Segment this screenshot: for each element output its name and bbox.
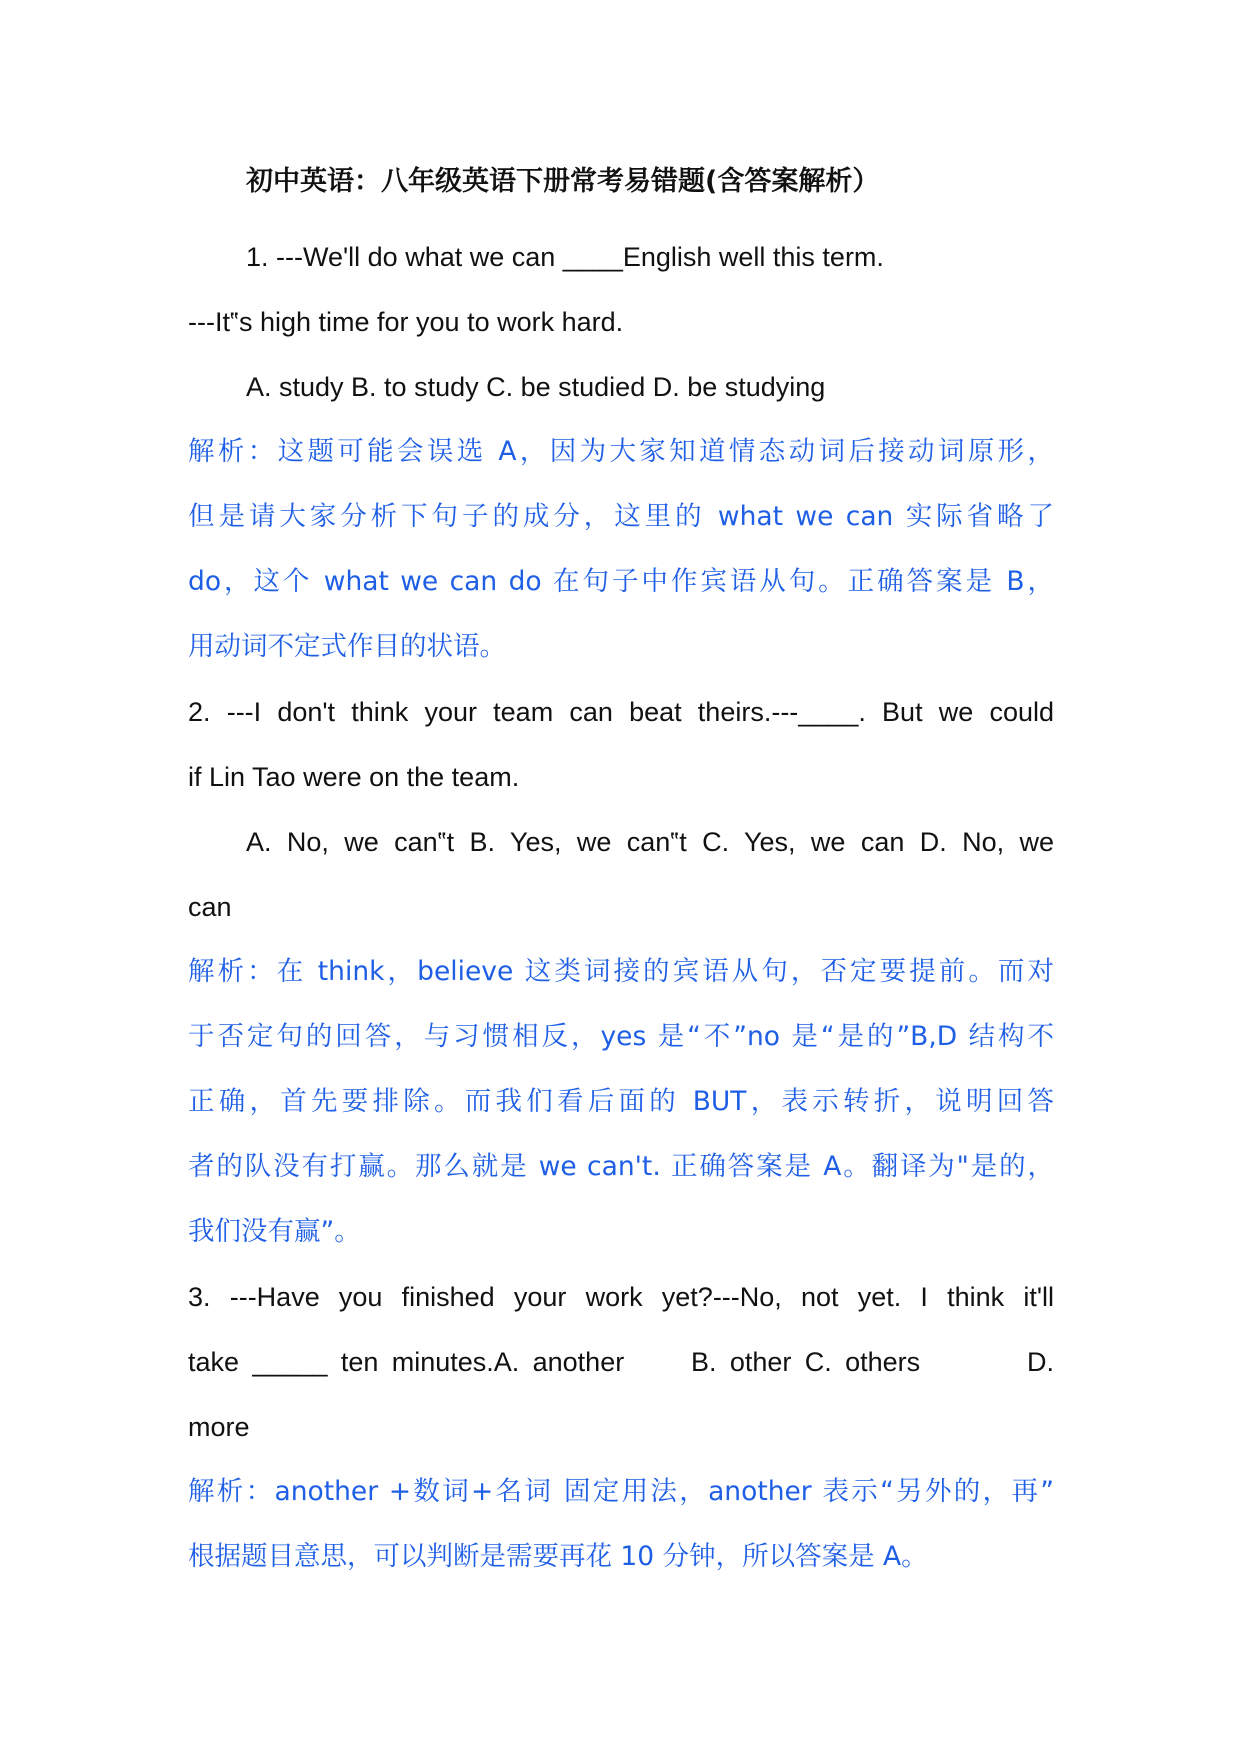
question-2-options-cont: can: [188, 892, 232, 922]
question-1-line-1: 1. ---We'll do what we can ____English well this term.: [246, 242, 884, 272]
question-1-options: A. study B. to study C. be studied D. be studying: [246, 372, 826, 402]
question-2-options: A. No, we can‟t B. Yes, we can‟t C. Yes, we can D. No, we: [246, 827, 1054, 857]
question-1-line-2: ---It‟s high time for you to work hard.: [188, 307, 624, 337]
question-1-analysis-line-3: do，这个 what we can do 在句子中作宾语从句。正确答案是 B，: [188, 566, 1054, 597]
question-2-line-1: 2. ---I don't think your team can beat theirs.---____. But we could: [188, 697, 1054, 727]
question-1-analysis-line-2: 但是请大家分析下句子的成分，这里的 what we can 实际省略了: [188, 501, 1054, 532]
question-2-analysis-line-3: 正确，首先要排除。而我们看后面的 BUT，表示转折，说明回答: [188, 1086, 1054, 1117]
question-2-analysis-line-2: 于否定句的回答，与习惯相反，yes 是“不”no 是“是的”B,D 结构不: [188, 1021, 1054, 1052]
question-2-line-2: if Lin Tao were on the team.: [188, 762, 520, 792]
question-1-analysis-line-1: 解析：这题可能会误选 A，因为大家知道情态动词后接动词原形，: [188, 436, 1054, 467]
question-3-line-1: 3. ---Have you finished your work yet?---No, not yet. I think it'll: [188, 1282, 1054, 1312]
question-2-analysis-line-1: 解析：在 think，believe 这类词接的宾语从句，否定要提前。而对: [188, 956, 1054, 987]
question-1-analysis-line-4: 用动词不定式作目的状语。: [188, 631, 506, 662]
question-3-analysis-line-2: 根据题目意思，可以判断是需要再花 10 分钟，所以答案是 A。: [188, 1541, 928, 1572]
question-3-line-2: take _____ ten minutes.A. another B. other C. others D.: [188, 1347, 1054, 1377]
question-3-analysis-line-1: 解析：another +数词+名词 固定用法，another 表示“另外的，再”: [188, 1476, 1054, 1507]
question-2-analysis-line-4: 者的队没有打赢。那么就是 we can't. 正确答案是 A。翻译为"是的，: [188, 1151, 1054, 1182]
page-title: 初中英语：八年级英语下册常考易错题(含答案解析）: [246, 166, 880, 197]
question-2-analysis-line-5: 我们没有赢”。: [188, 1216, 361, 1247]
question-3-line-3: more: [188, 1412, 250, 1442]
